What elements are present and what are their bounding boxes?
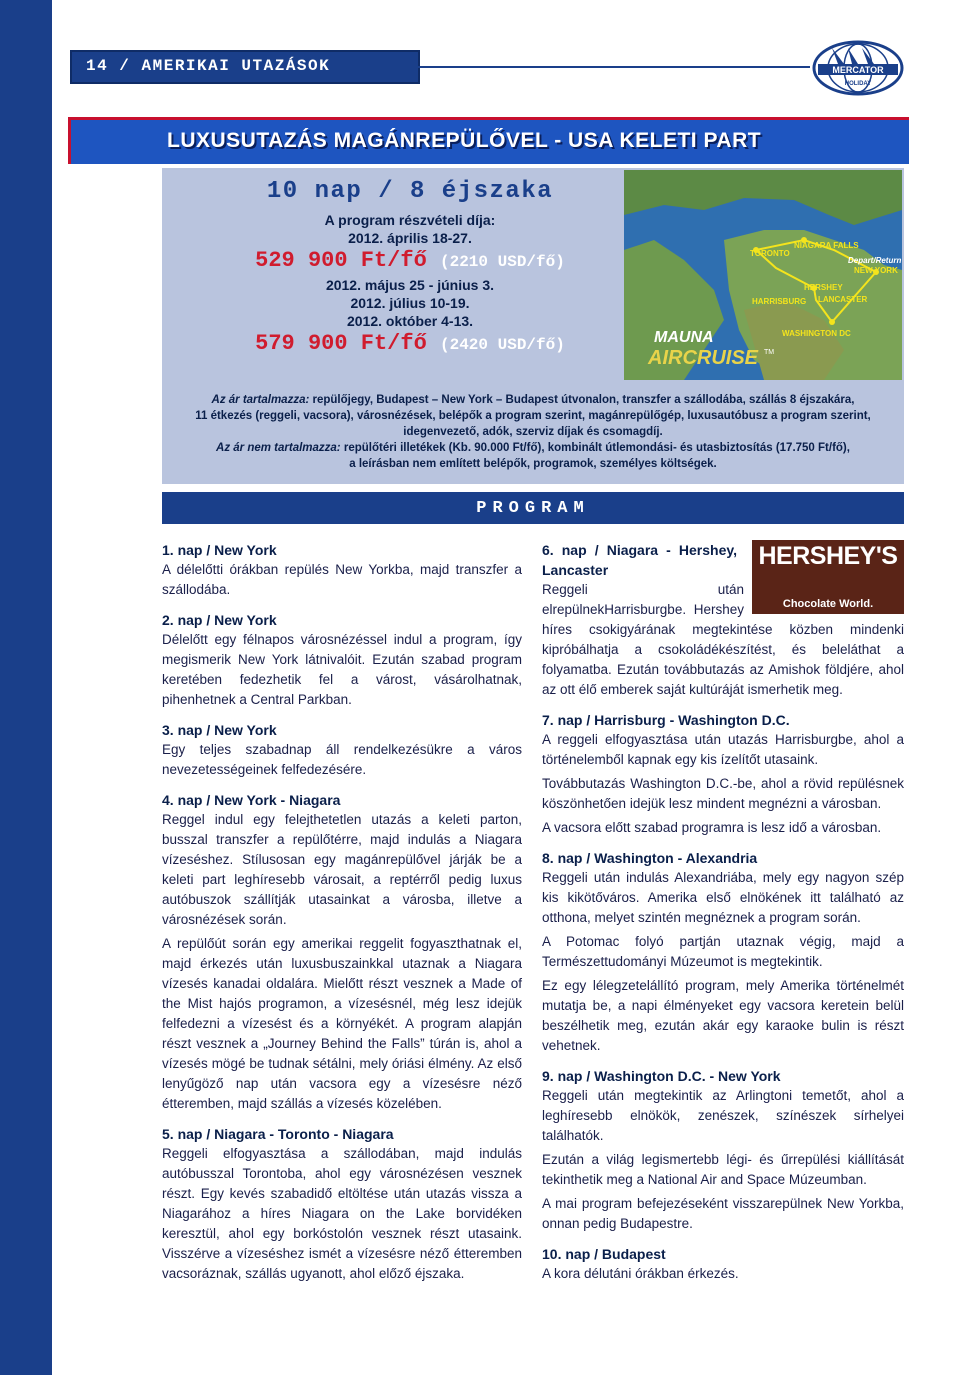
day-8-text-2: A Potomac folyó partján utaznak végig, majd a Természettudományi Múzeumot is megtekintik. [542,934,904,969]
day-1 [162,540,522,600]
day-10-text-1: A kora délutáni órákban érkezés. [542,1266,739,1281]
price-1-huf: 529 900 Ft/fő [255,248,427,273]
day-3-title: 3. nap / New York [162,722,277,738]
map-label-newyork: NEW YORK [854,266,898,275]
map-label-depart: Depart/Return [848,256,902,265]
day-8-text-1: Reggeli után indulás Alexandriába, mely egy nagyon szép kis kikötőváros. Amerika első elnökének itt található az otthona, melyet szintén megnéznek a program során. [542,870,904,925]
hersheys-logo [752,540,904,614]
logo-text-holiday: HOLIDAY [844,81,872,87]
day-10 [542,1244,904,1284]
map-label-harrisburg: HARRISBURG [752,297,807,306]
day-6-title: 6. nap / Niagara - Hershey, Lancaster [542,542,737,578]
day-4-text-2: A repülőút során egy amerikai reggelit fogyaszthatnak el, majd érkezés után luxusbuszainkkal utaznak a Niagara vízesés kanadai oldalára. Mielőtt részt vesznek a Made of the Mist hajós programon, a vízesésnél, még lesz idejük felfedezni a vízesést és a környékét. A program alapján részt vesznek a „Journey Behind the Falls” túrán is, ahol a vízesés mögé be tudnak sétálni, mely óriási élmény. Az első lenyűgöző nap után vacsora egy a vízesésre néző étteremben, majd szállás a vízesés közelében. [162,936,522,1111]
map-brand-mauna: MAUNA [654,329,714,346]
day-7 [542,710,904,838]
hersheys-brand: HERSHEY'S [758,542,898,570]
program-left-column [162,540,522,1294]
day-8-title: 8. nap / Washington - Alexandria [542,850,758,866]
day-3 [162,720,522,780]
included-text-2: 11 étkezés (reggeli, vacsora), városnézések, belépők a program szerint, magánrepülőgép, luxusautóbusz a program szerint, [195,410,871,422]
day-7-text-2: Továbbutazás Washington D.C.-be, ahol a rövid repülésnek köszönhetően idejük lesz mindent megnézni a városban. [542,776,904,811]
route-map [624,170,902,380]
day-2-text-1: Délelőtt egy félnapos városnézéssel indul a program, így megismerik New York látnivalóit. Ezután szabad program keretében fedezhetik fel a várost, vásárolhatnak, pihenhetnek a Central Parkban. [162,632,522,707]
day-6 [542,540,904,700]
logo-text-mercator: MERCATOR [832,65,884,75]
date-2: 2012. május 25 - június 3. [325,277,495,293]
day-2-title: 2. nap / New York [162,612,277,628]
trip-duration: 10 nap / 8 éjszaka [266,178,554,205]
day-9-text-3: A mai program befejezéseként visszarepülnek New Yorkba, onnan pedig Budapestre. [542,1196,904,1231]
hersheys-sub: Chocolate World. [782,598,874,610]
left-side-bar [0,0,52,1375]
price-2-usd: (2420 USD/fő) [440,336,565,354]
map-label-lancaster: LANCASTER [818,295,868,304]
day-8 [542,848,904,1056]
day-5-title: 5. nap / Niagara - Toronto - Niagara [162,1126,394,1142]
day-9-text-2: Ezután a világ legismertebb légi- és űrrepülési kiállítását tekinthetik meg a National Air and Space Múzeumban. [542,1152,904,1187]
mercator-holiday-logo [812,40,904,96]
program-right-column [542,540,904,1294]
price-2 [200,330,620,359]
day-1-text-1: A délelőtti órákban repülés New Yorkba, majd transzfer a szállodába. [162,562,522,597]
day-8-text-3: Ez egy lélegzetelállító program, mely Amerika történelmét mutatja be, a napi élményeket egy vacsora keretein belül beszélhetik meg, ezután akár egy karaoke bulin is részt vehetnek. [542,978,904,1053]
map-brand-aircruise: AIRCRUISE [648,347,759,369]
map-label-washington: WASHINGTON DC [782,329,851,338]
section-header-label: 14 / AMERIKAI UTAZÁSOK [86,57,331,75]
excluded-label: Az ár nem tartalmazza: [216,442,341,454]
included-text-1: repülőjegy, Budapest – New York – Budapest útvonalon, transzfer a szállodába, szállás 8 éjszakára, [312,394,855,406]
header-rule [416,66,810,68]
day-9-title: 9. nap / Washington D.C. - New York [542,1068,781,1084]
day-4-title: 4. nap / New York - Niagara [162,792,341,808]
day-9-text-1: Reggeli után megtekintik az Arlingtoni temetőt, ahol a leghíresebb elnökök, zenészek, színészek sírhelyei találhatók. [542,1088,904,1143]
excluded-text-1: repülőtéri illetékek (Kb. 90.000 Ft/fő), kombinált útlemondási- és utasbiztosítás (17.750 Ft/fő), [343,442,850,454]
map-brand-tm: TM [764,349,775,356]
day-4-text-1: Reggel indul egy felejthetetlen utazás a keleti parton, busszal transzfer a repülőtérre, majd indulás a Niagara vízeséshez. Stílusosan egy magánrepülővel járják be a keleti part leghíresebb városait, a reptérről pedig luxus autóbuszok szállítják utasainkat a városba, illetve a városnézések során. [162,812,522,927]
price-block [200,178,620,359]
map-label-niagara: NIAGARA FALLS [794,241,859,250]
day-4 [162,790,522,1114]
day-7-text-1: A reggeli elfogyasztása után utazás Harrisburgbe, ahol a történelemből kapnak egy kis ízelítőt utasaink. [542,732,904,767]
day-3-text-1: Egy teljes szabadnap áll rendelkezésükre a város nevezetességeinek felfedezésére. [162,742,522,777]
excluded-text-2: a leírásban nem említett belépők, programok, személyes költségek. [349,458,717,470]
date-4: 2012. október 4-13. [346,313,474,329]
page-title: LUXUSUTAZÁS MAGÁNREPÜLŐVEL - USA KELETI PART [167,129,762,152]
map-label-toronto: TORONTO [750,249,790,258]
included-label: Az ár tartalmazza: [211,394,310,406]
day-9 [542,1066,904,1234]
day-10-title: 10. nap / Budapest [542,1246,666,1262]
day-7-text-3: A vacsora előtt szabad programra is lesz idő a városban. [542,820,882,835]
date-3: 2012. július 10-19. [350,295,470,311]
program-heading: PROGRAM [476,499,590,518]
price-2-huf: 579 900 Ft/fő [255,331,427,356]
program-heading-bar [162,492,904,524]
included-text-3: idegenvezető, adók, szerviz díjak és csomagdíj. [403,426,663,438]
page-title-bar [68,117,909,164]
day-2 [162,610,522,710]
price-1-usd: (2210 USD/fő) [440,253,565,271]
day-7-title: 7. nap / Harrisburg - Washington D.C. [542,712,790,728]
section-header [70,50,420,84]
day-5 [162,1124,522,1284]
map-label-hershey: HERSHEY [804,283,843,292]
day-6-text-1: Reggeli után elrepülnekHarrisburgbe. Hershey híres csokigyárának megtekintése közben mindenki kipróbálhatja a csokoládékészítést, és beleláthat a folyamatba. Ezután továbbutazás az Amishok földjére, ahol az ott élő emberek saját kultúráját ismerhetik meg. [542,582,904,697]
date-1: 2012. április 18-27. [348,230,472,246]
price-label: A program részvételi díja: [324,212,496,228]
inclusions-text [170,392,896,472]
day-5-text-1: Reggeli elfogyasztása a szállodában, majd indulás autóbusszal Torontoba, ahol egy városnézésen vesznek részt. Egy kevés szabadidő eltöltése után utazás vissza a Niagarához a híres Niagara on the Lake borvidéken keresztül, ahol egy borkóstolón vesznek részt utasaink. Visszérve a vízeséshez ismét a vízesésre néző étteremben vacsoráznak, szállás ugyanott, ahol előző éjszaka. [162,1146,522,1281]
price-1 [200,247,620,276]
day-1-title: 1. nap / New York [162,542,277,558]
